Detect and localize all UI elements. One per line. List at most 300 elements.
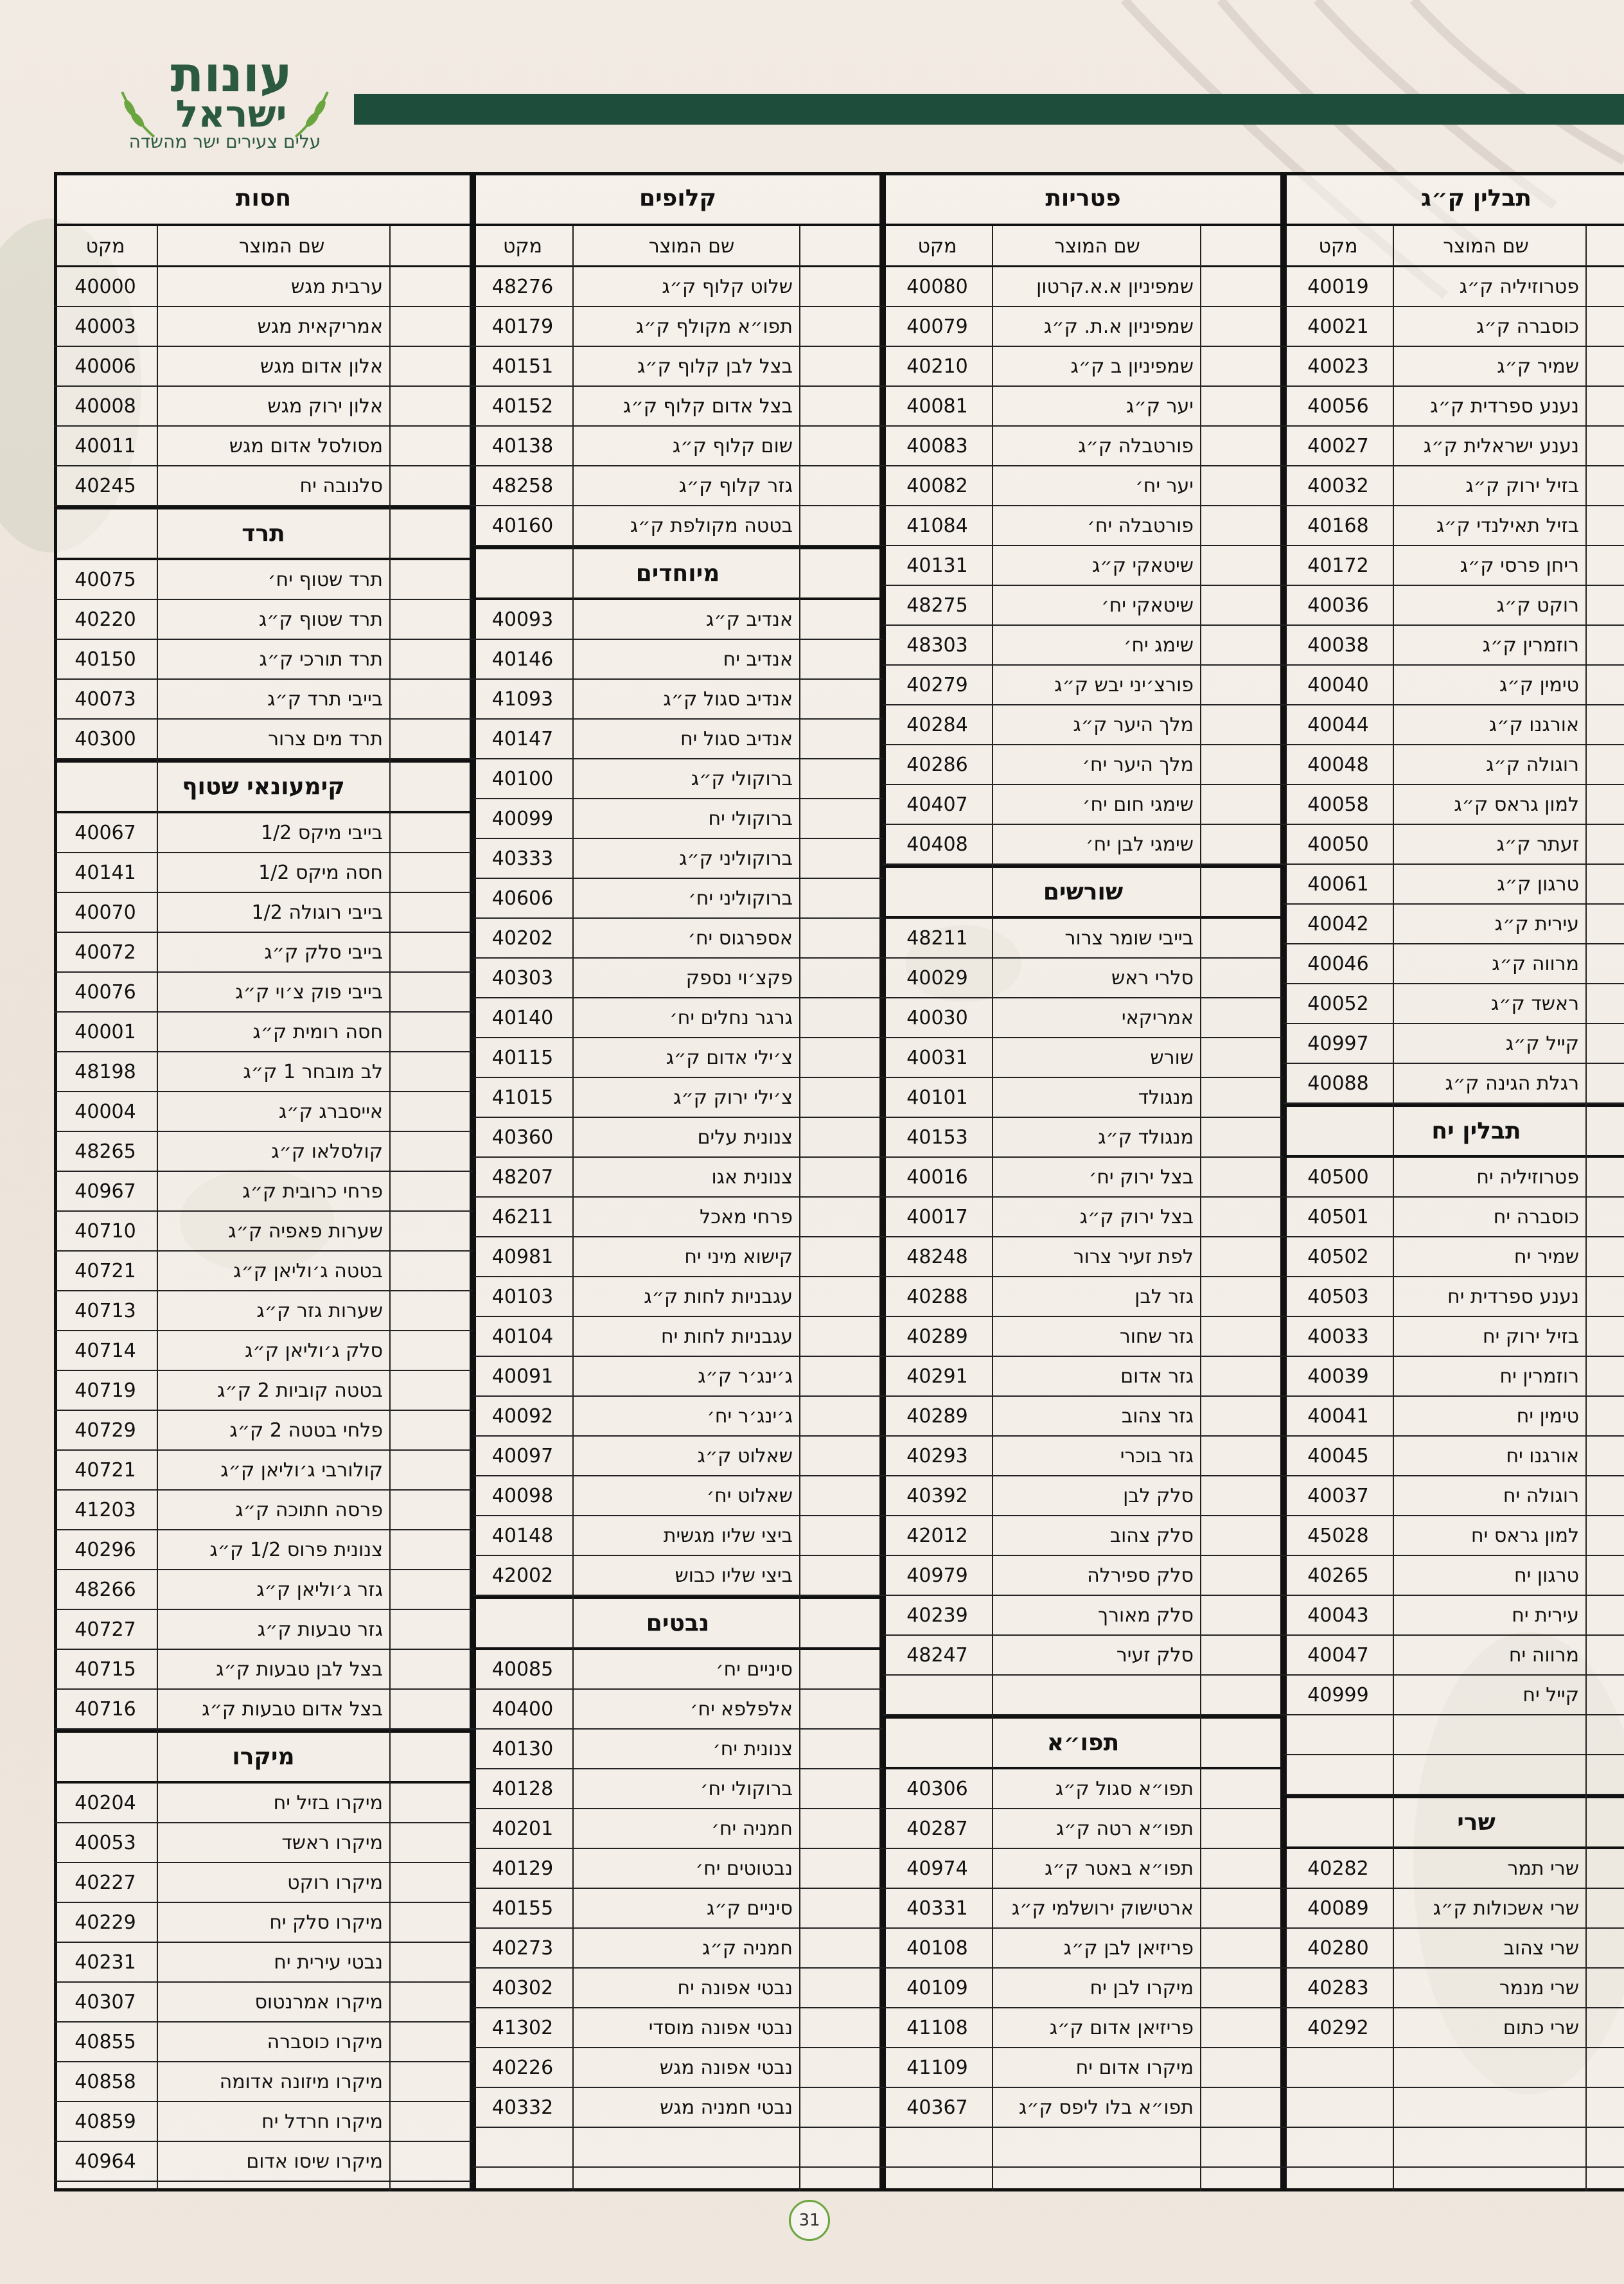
product-name: תפו״א מקולף ק״ג [635,315,793,338]
product-name: פריזיאן לבן ק״ג [1063,1937,1194,1960]
product-name: פטרוזיליה ק״ג [1459,276,1579,298]
product-name: גזר טבעות ק״ג [257,1618,383,1641]
product-sku: 40006 [75,355,136,378]
product-sku: 40088 [1307,1072,1369,1095]
section-title: נבטים [473,1596,883,1650]
product-sku: 40967 [75,1180,136,1203]
product-name: רוגולה ק״ג [1486,754,1579,776]
product-sku: 40367 [906,2096,968,2119]
table-row [883,466,1284,506]
product-sku: 40289 [906,1325,968,1348]
product-sku: 48258 [491,475,554,497]
product-sku: 40286 [906,754,968,776]
section-title: תרד [54,506,473,560]
product-name: סלק ג׳וליאן ק״ג [245,1340,383,1362]
brand-logo [116,46,334,159]
catalog-column [1284,172,1624,2191]
table-row [1284,1357,1624,1397]
table-row [473,466,883,506]
product-sku: 40283 [1307,1977,1369,1999]
header-name: שם המוצר [1443,235,1529,258]
header-sku: מקט [85,235,125,258]
table-row [883,1476,1284,1516]
table-row [54,1784,473,1823]
product-name: נבטי עירית יח [274,1951,383,1974]
logo-line1: עונות [170,46,292,103]
product-name: תרד מים צרור [268,728,383,750]
product-name: טימין יח [1516,1405,1579,1428]
product-sku: 40131 [906,554,968,577]
product-name: אנדיב סגול יח [680,728,793,750]
product-name: קולסלאו ק״ג [271,1140,383,1163]
product-sku: 40979 [906,1564,968,1587]
product-name: אספרגוס יח׳ [687,927,793,950]
product-name: מיקרו בזיל יח [273,1792,383,1814]
product-sku: 45028 [1307,1525,1369,1547]
product-name: מיקרו חרדל יח [261,2111,383,2133]
table-row [54,1823,473,1863]
product-name: לב מובחר 1 ק״ג [243,1061,383,1083]
table-row [473,1277,883,1317]
table-row [54,1092,473,1132]
product-name: סלק לבן [1123,1485,1194,1507]
product-name: בצל אדום קלוף ק״ג [623,395,793,418]
product-name: ברוקוליני ק״ג [679,847,793,870]
product-name: פלחי בטטה 2 ק״ג [229,1419,383,1442]
table-row [473,1078,883,1118]
product-sku: 42002 [491,1564,554,1587]
table-row [1284,1437,1624,1476]
product-name: ברוקולי יח [708,808,793,830]
product-name: מלך היער יח׳ [1082,754,1194,776]
product-sku: 40083 [906,435,968,457]
sku-divider [1393,226,1394,2191]
product-sku: 40052 [1307,993,1369,1015]
product-sku: 40104 [491,1325,554,1348]
product-name: שום קלוף ק״ג [672,435,793,457]
product-name: שערות פאפיה ק״ג [228,1220,383,1243]
product-sku: 40302 [491,1977,554,1999]
product-name: למון גראס יח [1471,1525,1579,1547]
product-sku: 40172 [1307,554,1369,577]
table-row [1284,2088,1624,2128]
table-row [1284,1969,1624,2008]
product-sku: 40037 [1307,1485,1369,1507]
section-title: שורשים [883,865,1284,919]
product-name: צנונית יח׳ [712,1738,793,1760]
product-name: ראשד ק״ג [1490,993,1579,1015]
product-sku: 40721 [75,1260,136,1282]
table-row [54,853,473,893]
sku-divider [157,226,158,2191]
table-row [54,427,473,466]
blank-col-divider [1200,226,1201,2191]
product-sku: 41015 [491,1086,554,1109]
product-sku [1284,2048,1393,2088]
product-name: שרי צהוב [1503,1937,1579,1960]
product-sku: 40021 [1307,315,1369,338]
product-name: ג׳ינג׳ר יח׳ [707,1405,793,1428]
product-sku: 40204 [75,1792,136,1814]
table-row [473,799,883,839]
product-name: עירית יח [1512,1604,1579,1627]
product-sku: 40023 [1307,355,1369,378]
table-row [883,1769,1284,1809]
table-row [883,785,1284,825]
table-row [883,1849,1284,1889]
product-sku: 40091 [491,1365,554,1388]
product-sku: 40503 [1307,1286,1369,1308]
product-sku: 48265 [75,1140,136,1163]
product-name: בייבי רוגולה 1/2 [251,901,383,924]
table-row [54,1411,473,1451]
product-name: קישוא מיני יח [684,1246,793,1268]
blank-col-divider [1585,226,1587,2191]
product-name: בזיל תאילנדי ק״ג [1436,515,1579,537]
table-row [473,680,883,720]
product-sku: 40130 [491,1738,554,1760]
table-row [54,640,473,680]
table-row [883,1038,1284,1078]
product-sku: 40038 [1307,634,1369,657]
product-name: רוקט ק״ג [1496,594,1579,617]
table-row [1284,1317,1624,1357]
product-sku: 40141 [75,862,136,884]
product-sku: 40070 [75,901,136,924]
table-row [883,1118,1284,1158]
table-row [883,347,1284,387]
product-name: פקצ׳וי נספק [685,967,793,989]
product-sku: 40100 [491,768,554,790]
product-name [1399,2088,1579,2128]
product-sku: 40964 [75,2150,136,2173]
product-sku: 40280 [1307,1937,1369,1960]
product-sku: 40129 [491,1857,554,1880]
product-name: ערבית מגש [290,276,383,298]
table-row [473,1690,883,1730]
logo-tagline: עלים צעירים ישר מהשדה [128,131,321,152]
product-name: נענע ספרדית ק״ג [1430,395,1579,418]
product-sku: 40331 [906,1897,968,1920]
table-row [54,1530,473,1570]
product-sku: 40092 [491,1405,554,1428]
table-row [473,720,883,759]
table-row [54,1212,473,1252]
table-row [883,705,1284,745]
table-row [473,1809,883,1849]
header-name: שם המוצר [238,235,325,258]
product-name: חמניה יח׳ [711,1818,793,1840]
product-name: שערות גזר ק״ג [256,1300,383,1322]
table-row [883,1198,1284,1237]
table-row [473,1889,883,1929]
table-row [1284,1715,1624,1755]
product-name: מיקרו שיסו אדום [246,2150,383,2173]
table-row [473,919,883,959]
table-row [883,1397,1284,1437]
logo-line2: ישראל [175,92,287,136]
product-sku: 48275 [906,594,968,617]
product-name: פטרוזיליה יח [1476,1166,1579,1189]
product-sku: 48211 [906,927,968,950]
product-sku: 41093 [491,688,554,711]
table-row [473,506,883,546]
logo-wordmark [161,46,302,136]
product-name: קייל יח [1522,1684,1579,1706]
product-sku: 40115 [491,1047,554,1069]
product-catalog [54,172,1624,2191]
table-row [1284,626,1624,666]
table-row [883,2128,1284,2168]
product-sku: 40019 [1307,276,1369,298]
table-row [473,1476,883,1516]
product-sku [883,2128,992,2168]
product-sku: 40265 [1307,1564,1369,1587]
product-name: נבטוטים יח׳ [695,1857,793,1880]
product-name: יער ק״ג [1126,395,1194,418]
product-sku: 40715 [75,1658,136,1681]
product-sku: 40029 [906,967,968,989]
table-row [54,1291,473,1331]
product-name: אמריקאית מגש [257,315,383,338]
product-sku: 40153 [906,1126,968,1149]
product-sku: 40721 [75,1459,136,1482]
table-row [54,307,473,347]
product-sku: 40039 [1307,1365,1369,1388]
table-row [473,1158,883,1198]
product-name: אלון ירוק מגש [267,395,383,418]
product-name: ברוקולי ק״ג [691,768,793,790]
table-row [883,1676,1284,1715]
section-title: שרי [1284,1795,1624,1849]
product-sku: 40101 [906,1086,968,1109]
product-name: בצל ירוק יח׳ [1088,1166,1194,1189]
table-row [473,1038,883,1078]
table-row [1284,427,1624,466]
product-name: תפו״א בלו ליפס ק״ג [1018,2096,1194,2119]
product-name: מיקרו לבן יח [1090,1977,1194,1999]
product-name [1399,2128,1579,2168]
table-row [473,1769,883,1809]
product-name: כוסברה יח [1493,1206,1579,1228]
product-name: שאלוט יח׳ [706,1485,793,1507]
table-row [473,1198,883,1237]
product-sku: 40291 [906,1365,968,1388]
table-row [1284,1277,1624,1317]
product-sku: 40220 [75,608,136,631]
table-row [473,1516,883,1556]
section-title: תבלין ק״ג [1284,172,1624,226]
product-name: גזר אדום [1120,1365,1194,1388]
product-name: מרווה ק״ג [1492,953,1579,975]
table-row [54,2062,473,2102]
product-sku: 40227 [75,1872,136,1894]
product-sku: 40067 [75,822,136,844]
product-sku: 40202 [491,927,554,950]
table-row [54,466,473,506]
product-sku: 40075 [75,569,136,591]
product-sku: 40296 [75,1539,136,1561]
product-name: מלך היער ק״ג [1073,714,1194,736]
product-name: שיטאקי ק״ג [1092,554,1194,577]
product-name: ברוקולי יח׳ [700,1778,793,1800]
product-name: אורגנו יח [1506,1445,1579,1467]
product-sku: 40050 [1307,833,1369,856]
product-sku: 40027 [1307,435,1369,457]
table-row [54,720,473,759]
table-row [1284,546,1624,586]
product-name: גזר צהוב [1121,1405,1194,1428]
product-sku: 40306 [906,1778,968,1800]
table-row [883,1969,1284,2008]
product-name: כוסברה ק״ג [1476,315,1579,338]
product-sku: 40303 [491,967,554,989]
product-sku: 40000 [75,276,136,298]
product-sku: 40201 [491,1818,554,1840]
table-row [473,1237,883,1277]
product-sku: 40048 [1307,754,1369,776]
product-sku: 40400 [491,1698,554,1721]
product-name: אנדיב ק״ג [705,608,793,631]
product-name: גזר בוכרי [1120,1445,1194,1467]
product-name: גזר ג׳וליאן ק״ג [256,1579,383,1601]
table-row [54,387,473,427]
sku-divider [572,226,574,2191]
product-sku: 40003 [75,315,136,338]
product-sku: 46211 [491,1206,554,1228]
table-row [473,307,883,347]
table-row [1284,506,1624,546]
table-row [883,267,1284,307]
table-row [1284,1676,1624,1715]
table-row [883,2008,1284,2048]
product-name: אנדיב סגול ק״ג [663,688,793,711]
product-sku: 40140 [491,1007,554,1029]
table-row [54,1451,473,1491]
table-row [54,1252,473,1291]
product-name: נענע ישראלית ק״ג [1423,435,1579,457]
product-sku: 40082 [906,475,968,497]
product-name: טרגון יח [1514,1564,1579,1587]
table-row [54,1983,473,2023]
table-row [54,1132,473,1172]
product-name: בזיל ירוק יח [1483,1325,1579,1348]
product-name: תרד תורכי ק״ג [259,648,383,671]
product-name: רוזמרין יח [1499,1365,1579,1388]
table-row [473,2048,883,2088]
table-row [473,427,883,466]
product-name: חסה רומית ק״ג [252,1021,383,1043]
product-sku: 40168 [1307,515,1369,537]
product-sku: 40073 [75,688,136,711]
product-name: שימג יח׳ [1123,634,1194,657]
product-name [1399,1715,1579,1755]
product-name: רגלת הגינה ק״ג [1445,1072,1579,1095]
product-name: בייבי שומר צרור [1064,927,1194,950]
product-sku: 40284 [906,714,968,736]
product-sku: 40053 [75,1832,136,1854]
product-name: פרחי מאכל [700,1206,793,1228]
product-sku: 40017 [906,1206,968,1228]
product-name [579,2128,793,2168]
product-name: פורטבלה ק״ג [1078,435,1194,457]
table-row [473,267,883,307]
header-bar [354,94,1624,125]
product-name: בצל ירוק ק״ג [1079,1206,1194,1228]
table-row [54,680,473,720]
product-name: ג׳ינג׳ר ק״ג [698,1365,793,1388]
table-row [1284,267,1624,307]
product-sku: 40076 [75,981,136,1004]
product-name: אנדיב יח [723,648,793,671]
product-name: שרי כתום [1503,2017,1579,2039]
product-name: צ׳ילי אדום ק״ג [666,1047,793,1069]
product-sku: 40289 [906,1405,968,1428]
table-row [1284,466,1624,506]
column-header [883,226,1284,267]
table-row [1284,2008,1624,2048]
product-sku: 40001 [75,1021,136,1043]
table-row [54,1610,473,1650]
product-sku: 40148 [491,1525,554,1547]
product-sku: 48248 [906,1246,968,1268]
product-name: נבטי אפונה מוסדי [648,2017,793,2039]
catalog-column [883,172,1284,2191]
product-name: בזיל ירוק ק״ג [1465,475,1579,497]
product-name: שמפיניון ב ק״ג [1070,355,1194,378]
product-sku: 48198 [75,1061,136,1083]
product-sku: 40138 [491,435,554,457]
product-sku: 40047 [1307,1644,1369,1667]
product-name: בטטה מקולפת ק״ג [630,515,793,537]
product-sku: 40226 [491,2057,554,2079]
table-row [1284,1237,1624,1277]
table-row [1284,905,1624,944]
product-sku: 40279 [906,674,968,696]
table-row [54,1570,473,1610]
header-name: שם המוצר [648,235,735,258]
table-row [1284,865,1624,905]
product-sku: 40210 [906,355,968,378]
product-name: לפת זעיר צרור [1073,1246,1194,1268]
product-sku: 40333 [491,847,554,870]
table-row [473,879,883,919]
product-sku: 40079 [906,315,968,338]
product-name: סיניים ק״ג [706,1897,793,1920]
product-name: נענע ספרדית יח [1447,1286,1579,1308]
table-row [883,919,1284,959]
product-name: מיקרו סלק יח [269,1911,383,1934]
section-title: מיקרו [54,1730,473,1784]
table-row [1284,825,1624,865]
product-sku: 40152 [491,395,554,418]
table-row [1284,1064,1624,1104]
product-name: למון גראס ק״ג [1454,793,1579,816]
table-row [883,1596,1284,1636]
product-name: טימין ק״ג [1499,674,1579,696]
table-row [1284,1636,1624,1676]
table-row [1284,785,1624,825]
table-row [473,998,883,1038]
table-row [54,560,473,600]
product-sku: 40714 [75,1340,136,1362]
product-sku: 41302 [491,2017,554,2039]
product-name: מנגולד [1138,1086,1194,1109]
table-row [473,1849,883,1889]
table-row [1284,705,1624,745]
product-sku: 40229 [75,1911,136,1934]
table-row [473,600,883,640]
